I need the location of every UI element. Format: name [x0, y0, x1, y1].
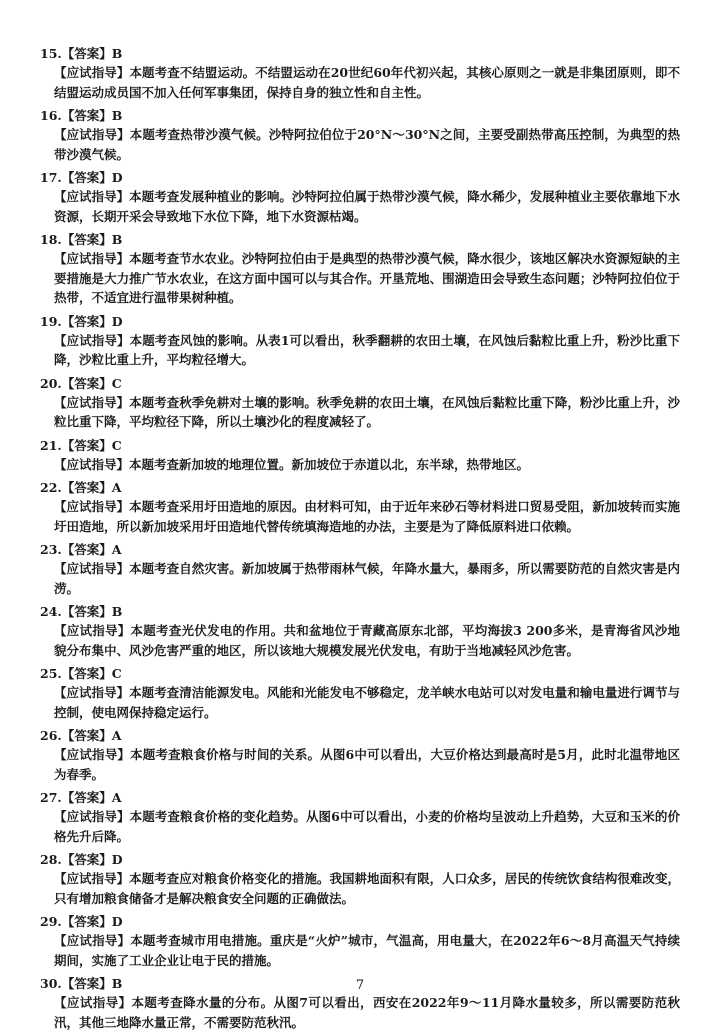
answer-value: D — [111, 914, 123, 929]
explanation — [40, 393, 680, 432]
answer-line — [40, 44, 680, 63]
answer-tag: 【答案】 — [61, 170, 112, 185]
answer-value: B — [111, 604, 123, 619]
answer-value: C — [111, 437, 122, 453]
guide-tag: 【应试指导】 — [54, 685, 130, 700]
answer-line — [40, 478, 680, 497]
guide-tag: 【应试指导】 — [54, 251, 130, 266]
answer-line — [40, 664, 680, 683]
answer-line — [40, 850, 680, 869]
answer-tag: 【答案】 — [61, 542, 112, 557]
guide-tag: 【应试指导】 — [54, 623, 131, 638]
answer-value: A — [111, 728, 122, 743]
answer-line — [40, 106, 680, 125]
answer-item — [40, 664, 680, 722]
answer-tag: 【答案】 — [61, 375, 112, 391]
explanation — [40, 745, 680, 784]
guide-tag: 【应试指导】 — [54, 933, 131, 948]
answer-item — [40, 106, 680, 164]
guide-tag: 【应试指导】 — [54, 394, 130, 410]
answer-line — [40, 788, 680, 807]
explanation-text: 本题考查采用圩田造地的原因。由材料可知，由于近年来砂石等材料进口贸易受阻，新加坡转而实施圩田造地，所以新加坡采用圩田造地代替传统填海造地的办法，主要是为了降低原料进口依赖。 — [54, 499, 680, 534]
answer-tag: 【答案】 — [61, 480, 112, 495]
answer-value: D — [111, 313, 123, 329]
explanation — [40, 869, 680, 908]
guide-tag: 【应试指导】 — [54, 995, 132, 1010]
question-number: 15. — [40, 46, 62, 61]
explanation — [40, 187, 680, 226]
answer-tag: 【答案】 — [61, 976, 112, 991]
guide-tag: 【应试指导】 — [54, 871, 130, 886]
guide-tag: 【应试指导】 — [54, 127, 130, 142]
question-number: 18. — [40, 232, 62, 247]
answer-line — [40, 230, 680, 249]
explanation-text: 本题考查热带沙漠气候。沙特阿拉伯位于20°N～30°N之间，主要受副热带高压控制，为典型的热带沙漠气候。 — [54, 127, 680, 162]
explanation — [40, 497, 680, 536]
answer-tag: 【答案】 — [61, 852, 112, 867]
answer-item — [40, 478, 680, 536]
guide-tag: 【应试指导】 — [54, 189, 130, 204]
answer-item — [40, 788, 680, 846]
answer-tag: 【答案】 — [61, 232, 112, 247]
answer-line — [40, 912, 680, 931]
answer-value: A — [111, 480, 122, 495]
question-number: 22. — [40, 480, 62, 495]
answer-value: C — [111, 375, 122, 391]
answer-item — [40, 230, 680, 308]
answer-tag: 【答案】 — [61, 790, 112, 805]
answer-line — [40, 602, 680, 621]
answer-value: B — [111, 232, 123, 247]
answer-tag: 【答案】 — [61, 604, 112, 619]
explanation-text: 本题考查降水量的分布。从图7可以看出，西安在2022年9～11月降水量较多，所以需要防范秋汛，其他三地降水量正常，不需要防范秋汛。 — [54, 995, 680, 1030]
page-number: 7 — [355, 978, 365, 993]
answer-tag: 【答案】 — [61, 108, 112, 123]
answer-tag: 【答案】 — [61, 914, 112, 929]
question-number: 20. — [40, 375, 62, 391]
explanation-text: 本题考查新加坡的地理位置。新加坡位于赤道以北，东半球，热带地区。 — [129, 456, 530, 472]
question-number: 24. — [40, 604, 62, 619]
question-number: 27. — [40, 790, 62, 805]
explanation — [40, 683, 680, 722]
explanation — [40, 249, 680, 308]
answer-item — [40, 726, 680, 784]
explanation — [40, 559, 680, 598]
question-number: 17. — [40, 170, 62, 185]
answer-value: D — [111, 852, 123, 867]
answer-value: B — [111, 46, 123, 61]
guide-tag: 【应试指导】 — [54, 332, 130, 348]
answer-item — [40, 44, 680, 102]
explanation-text: 本题考查节水农业。沙特阿拉伯由于是典型的热带沙漠气候，降水很少，该地区解决水资源短缺的主要措施是大力推广节水农业，在这方面中国可以与其合作。开垦荒地、围湖造田会导致生态问题；沙特阿拉伯位于热带，不适宜进行温带果树种植。 — [54, 251, 680, 305]
answer-item — [40, 436, 680, 475]
guide-tag: 【应试指导】 — [54, 499, 130, 514]
answer-item — [40, 602, 680, 660]
question-number: 19. — [40, 313, 62, 329]
answer-value: D — [111, 170, 123, 185]
explanation-text: 本题考查应对粮食价格变化的措施。我国耕地面积有限，人口众多，居民的传统饮食结构很难改变，只有增加粮食储备才是解决粮食安全问题的正确做法。 — [54, 871, 680, 906]
answer-line — [40, 168, 680, 187]
explanation-text: 本题考查风蚀的影响。从表1可以看出，秋季翻耕的农田土壤，在风蚀后黏粒比重上升，粉沙比重下降，沙粒比重上升，平均粒径增大。 — [54, 332, 680, 367]
guide-tag: 【应试指导】 — [54, 456, 130, 472]
answer-value: B — [111, 976, 123, 991]
answer-tag: 【答案】 — [61, 437, 112, 453]
explanation — [40, 63, 680, 102]
guide-tag: 【应试指导】 — [54, 561, 130, 576]
answer-value: B — [111, 108, 123, 123]
answer-item — [40, 540, 680, 598]
explanation — [40, 331, 680, 370]
explanation-text: 本题考查粮食价格与时间的关系。从图6中可以看出，大豆价格达到最高时是5月，此时北温带地区为春季。 — [54, 747, 680, 782]
question-number: 25. — [40, 666, 62, 681]
explanation-text: 本题考查城市用电措施。重庆是“火炉”城市，气温高，用电量大，在2022年6～8月高温天气持续期间，实施了工业企业让电于民的措施。 — [54, 933, 680, 968]
explanation — [40, 931, 680, 970]
answer-line — [40, 312, 680, 331]
question-number: 16. — [40, 108, 62, 123]
answer-tag: 【答案】 — [61, 666, 112, 681]
explanation-text: 本题考查光伏发电的作用。共和盆地位于青藏高原东北部，平均海拔3 200多米，是青海省风沙地貌分布集中、风沙危害严重的地区，所以该地大规模发展光伏发电，有助于当地减轻风沙危害。 — [54, 623, 680, 658]
explanation-text: 本题考查不结盟运动。不结盟运动在20世纪60年代初兴起，其核心原则之一就是非集团原则，即不结盟运动成员国不加入任何军事集团，保持自身的独立性和自主性。 — [54, 65, 680, 100]
answer-value: A — [111, 790, 122, 805]
explanation-text: 本题考查粮食价格的变化趋势。从图6中可以看出，小麦的价格均呈波动上升趋势，大豆和玉米的价格先升后降。 — [54, 809, 680, 844]
explanation-text: 本题考查秋季免耕对土壤的影响。秋季免耕的农田土壤，在风蚀后黏粒比重下降，粉沙比重上升，沙粒比重下降，平均粒径下降，所以土壤沙化的程度减轻了。 — [54, 394, 680, 429]
guide-tag: 【应试指导】 — [54, 747, 131, 762]
question-number: 29. — [40, 914, 62, 929]
explanation-text: 本题考查清洁能源发电。风能和光能发电不够稳定，龙羊峡水电站可以对发电量和输电量进行调节与控制，使电网保持稳定运行。 — [54, 685, 680, 720]
question-number: 26. — [40, 728, 62, 743]
explanation — [40, 621, 680, 660]
answer-item — [40, 374, 680, 432]
answer-line — [40, 726, 680, 745]
answer-list — [40, 44, 680, 1036]
explanation-text: 本题考查发展种植业的影响。沙特阿拉伯属于热带沙漠气候，降水稀少，发展种植业主要依靠地下水资源，长期开采会导致地下水位下降，地下水资源枯竭。 — [54, 189, 680, 224]
answer-item — [40, 850, 680, 908]
guide-tag: 【应试指导】 — [54, 809, 130, 824]
answer-item — [40, 312, 680, 370]
answer-line — [40, 540, 680, 559]
answer-value: A — [111, 542, 122, 557]
question-number: 30. — [40, 976, 62, 991]
guide-tag: 【应试指导】 — [54, 65, 130, 80]
explanation — [40, 807, 680, 846]
explanation-text: 本题考查自然灾害。新加坡属于热带雨林气候，年降水量大，暴雨多，所以需要防范的自然灾害是内涝。 — [54, 561, 680, 596]
question-number: 28. — [40, 852, 62, 867]
answer-value: C — [111, 666, 122, 681]
explanation — [40, 455, 680, 475]
question-number: 23. — [40, 542, 62, 557]
answer-item — [40, 168, 680, 226]
question-number: 21. — [40, 437, 62, 453]
answer-line — [40, 436, 680, 455]
answer-tag: 【答案】 — [61, 728, 112, 743]
answer-tag: 【答案】 — [61, 46, 112, 61]
explanation — [40, 993, 680, 1032]
answer-tag: 【答案】 — [61, 313, 112, 329]
explanation — [40, 125, 680, 164]
answer-line — [40, 374, 680, 393]
answer-item — [40, 912, 680, 970]
